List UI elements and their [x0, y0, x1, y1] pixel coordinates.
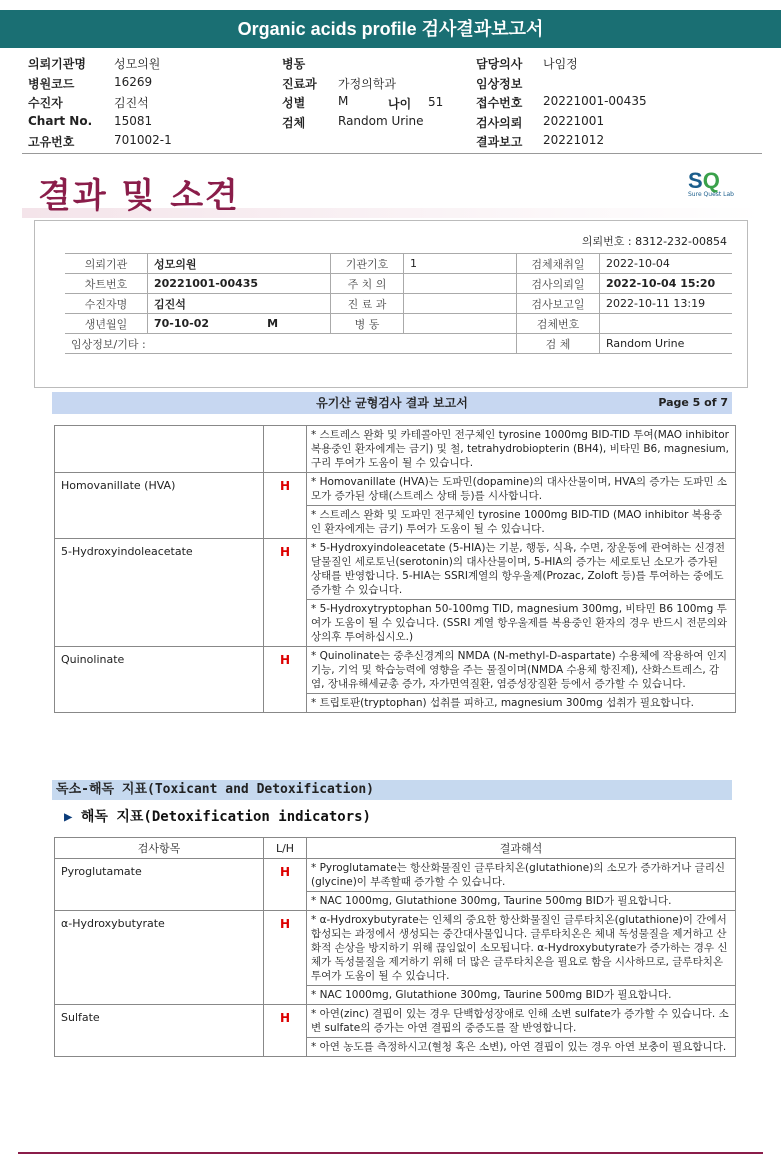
- info-value: 2022-10-11 13:19: [600, 294, 733, 314]
- test-item-name: [55, 426, 264, 473]
- header-value: 16269: [114, 74, 153, 89]
- header-value: 가정의학과: [338, 76, 396, 91]
- info-row: [65, 254, 732, 274]
- logo-subtext: Sure Quest Lab: [688, 191, 734, 198]
- table-row: [55, 1005, 736, 1057]
- header-value: 20221001: [543, 113, 605, 128]
- header-label: 결과보고: [476, 135, 523, 149]
- report-title-banner: [0, 10, 781, 48]
- info-key: 검체번호: [517, 314, 600, 334]
- lab-logo: [688, 168, 748, 208]
- header-value: 20221012: [543, 133, 605, 147]
- header-label: 성별: [282, 96, 306, 110]
- info-row: [65, 274, 732, 294]
- interpretation-paragraph: * 아연(zinc) 결핍이 있는 경우 단백합성장애로 인해 소변 sulfate가 증가할 수 있습니다. 소변 sulfate의 증가는 아연 결핍의 중증도를 잘 반영합니다.: [307, 1005, 735, 1038]
- table-row: [55, 859, 736, 911]
- test-item-name: 5-Hydroxyindoleacetate: [55, 539, 264, 647]
- interpretation-paragraph: * 아연 농도를 측정하시고(혈청 혹은 소변), 아연 결핍이 있는 경우 아연 보충이 필요합니다.: [311, 1041, 727, 1053]
- interpretation-paragraph: * Pyroglutamate는 항산화물질인 글루타치온(glutathione)의 소모가 증가하거나 글리신(glycine)이 부족할때 증가할 수 있습니다.: [307, 859, 735, 892]
- level-flag: H: [264, 911, 307, 1005]
- level-flag: H: [264, 1005, 307, 1057]
- interpretation-paragraph: * NAC 1000mg, Glutathione 300mg, Taurine 500mg BID가 필요합니다.: [311, 989, 672, 1001]
- info-value: [404, 294, 517, 314]
- info-key: 생년월일: [65, 314, 148, 334]
- level-flag: H: [264, 473, 307, 539]
- interpretation-paragraph: * NAC 1000mg, Glutathione 300mg, Taurine 500mg BID가 필요합니다.: [311, 895, 672, 907]
- footer-rule: [18, 1152, 763, 1154]
- header-label: 검사의뢰: [476, 115, 523, 130]
- header-label: 진료과: [282, 76, 317, 91]
- header-label: 검체: [282, 115, 306, 130]
- info-row: [65, 334, 732, 354]
- table-row: [55, 426, 736, 473]
- age-value: 51: [428, 95, 444, 109]
- info-value: 20221001-00435: [148, 274, 331, 294]
- table-header-row: [55, 838, 736, 859]
- info-key: 검사의뢰일: [517, 274, 600, 294]
- info-value: 성모의원: [148, 254, 331, 274]
- header-label: 수진자: [28, 96, 63, 110]
- sex: M: [267, 317, 279, 330]
- detox-title-text: 해독 지표(Detoxification indicators): [80, 809, 371, 825]
- info-key: 수진자명: [65, 294, 148, 314]
- header-label: 병원코드: [28, 76, 75, 91]
- info-key: 의뢰기관: [65, 254, 148, 274]
- level-flag: [264, 426, 307, 473]
- logo-q: Q: [702, 168, 720, 193]
- info-key: 차트번호: [65, 274, 148, 294]
- results-table-2: [54, 837, 736, 1057]
- interpretation-cell: [307, 1005, 736, 1057]
- detox-section-title: [64, 806, 371, 826]
- header-label: 접수번호: [476, 96, 523, 110]
- info-key: 검 체: [517, 334, 600, 354]
- level-flag: H: [264, 647, 307, 713]
- table-row: [55, 911, 736, 1005]
- table-row: [55, 473, 736, 539]
- header-label: 담당의사: [476, 57, 523, 71]
- clinical-info-label: 임상정보/기타 :: [65, 334, 517, 354]
- interpretation-cell: [307, 859, 736, 911]
- info-value: 1: [404, 254, 517, 274]
- test-item-name: Homovanillate (HVA): [55, 473, 264, 539]
- header-divider: [22, 153, 762, 154]
- header-value: 701002-1: [114, 133, 172, 147]
- info-value: 2022-10-04: [600, 254, 733, 274]
- header-value: Random Urine: [338, 113, 424, 128]
- info-key: 검체채취일: [517, 254, 600, 274]
- interpretation-paragraph: * α-Hydroxybutyrate는 인체의 중요한 항산화물질인 글루타치온(glutathione)이 간에서 합성되는 과정에서 생성되는 중간대사물입니다. 글루타치온은 체내 독성물질을 제거하고 산화적 손상을 방지하기 위해 끊임없이 소모됩니다. α-Hydroxybutyrate가 증가하는 경우 신체가 독성물질을 제거하기 위해 더 많은 글루타치온을 필요로 함을 시사하므로, 글루타치온 투여가 도움이 될 수 있습니다.: [307, 911, 735, 986]
- request-number-value: 8312-232-00854: [635, 235, 727, 248]
- header-value: 성모의원: [114, 57, 161, 71]
- column-header: L/H: [264, 838, 307, 859]
- interpretation-paragraph: * 5-Hydroxytryptophan 50-100mg TID, magnesium 300mg, 비타민 B6 100mg 투여가 도움이 될 수 있습니다. (SSRI 계열 항우울제를 복용중인 환자의 경우 반드시 전문의와 상의후 투여하십시오.): [311, 603, 728, 643]
- header-value: 15081: [114, 113, 153, 128]
- interpretation-paragraph: * Homovanillate (HVA)는 도파민(dopamine)의 대사산물이며, HVA의 증가는 도파민 소모가 증가된 상태(스트레스 상태 등)를 시사합니다.: [307, 473, 735, 506]
- info-value: [404, 314, 517, 334]
- info-value: [148, 314, 331, 334]
- info-value: [404, 274, 517, 294]
- header-value: 20221001-00435: [543, 94, 647, 108]
- header-label: 임상정보: [476, 76, 523, 91]
- info-row: [65, 294, 732, 314]
- interpretation-paragraph: * Quinolinate는 중추신경계의 NMDA (N-methyl-D-aspartate) 수용체에 작용하여 인지기능, 기억 및 학습능력에 영향을 주는 물질이며(NMDA 수용체 항진제), 산화스트레스, 감염, 장내유해세균총 증가, 자가면역질환, 염증성장질환 등에서 증가할 수 있습니다.: [307, 647, 735, 694]
- subheader-title: 유기산 균형검사 결과 보고서: [316, 396, 468, 410]
- info-value: 2022-10-04 15:20: [600, 274, 733, 294]
- header-value: M: [338, 94, 349, 108]
- age-label: 나이: [388, 97, 412, 111]
- section-subheader: [52, 392, 732, 414]
- info-value: [600, 314, 733, 334]
- report-title: Organic acids profile 검사결과보고서: [237, 19, 544, 39]
- logo-s: S: [688, 168, 703, 193]
- interpretation-cell: [307, 539, 736, 647]
- interpretation-cell: [307, 647, 736, 713]
- toxicant-section-title: 독소-해독 지표(Toxicant and Detoxification): [52, 780, 732, 800]
- column-header: 검사항목: [55, 838, 264, 859]
- header-label: 병동: [282, 57, 306, 71]
- info-key: 기관기호: [331, 254, 404, 274]
- patient-info-table: [65, 253, 732, 354]
- header-label: 의뢰기관명: [28, 57, 86, 71]
- patient-info-box: [34, 220, 748, 388]
- interpretation-cell: [307, 426, 736, 473]
- results-table-1: [54, 425, 736, 713]
- page-indicator: Page 5 of 7: [658, 396, 728, 409]
- triangle-right-icon: ▶: [64, 809, 73, 825]
- table-row: [55, 647, 736, 713]
- results-title: 결과 및 소견: [38, 176, 240, 216]
- interpretation-paragraph: * 트립토판(tryptophan) 섭취를 피하고, magnesium 300mg 섭취가 필요합니다.: [311, 697, 694, 709]
- column-header: 결과해석: [307, 838, 736, 859]
- info-key: 병 동: [331, 314, 404, 334]
- test-item-name: Quinolinate: [55, 647, 264, 713]
- level-flag: H: [264, 859, 307, 911]
- birthdate: 70-10-02: [154, 317, 210, 330]
- info-key: 진 료 과: [331, 294, 404, 314]
- info-value: 김진석: [148, 294, 331, 314]
- info-key: 주 치 의: [331, 274, 404, 294]
- table-row: [55, 539, 736, 647]
- interpretation-paragraph: * 스트레스 완화 및 도파민 전구체인 tyrosine 1000mg BID-TID (MAO inhibitor 복용중인 환자에게는 금기) 투여가 도움이 될 수 있습니다.: [311, 509, 723, 535]
- header-value: 나임정: [543, 57, 578, 71]
- interpretation-cell: [307, 473, 736, 539]
- request-number-label: 의뢰번호: [581, 235, 625, 248]
- header-label: 고유번호: [28, 135, 75, 149]
- interpretation-paragraph: * 5-Hydroxyindoleacetate (5-HIA)는 기분, 행동, 식욕, 수면, 장운동에 관여하는 신경전달물질인 세로토닌(serotonin)의 대사산물이며, 5-HIA의 증가는 세로토닌 소모가 증가된 상태를 반영합니다. 5-HIA는 SSRI계열의 항우울제(Prozac, Zoloft 등)를 투여하는 중에도 증가할 수 있습니다.: [307, 539, 735, 600]
- header-label: Chart No.: [28, 113, 93, 128]
- level-flag: H: [264, 539, 307, 647]
- test-item-name: Pyroglutamate: [55, 859, 264, 911]
- interpretation-paragraph: * 스트레스 완화 및 카테콜아민 전구체인 tyrosine 1000mg BID-TID 투여(MAO inhibitor 복용중인 환자에게는 금기) 및 철, tetrahydrobiopterin (BH4), 비타민 B6, magnesium, 구리 투여가 도움이 될 수 있습니다.: [311, 429, 729, 469]
- request-number: 의뢰번호 : 8312-232-00854: [581, 235, 727, 248]
- info-value: Random Urine: [600, 334, 733, 354]
- interpretation-cell: [307, 911, 736, 1005]
- test-item-name: α-Hydroxybutyrate: [55, 911, 264, 1005]
- header-value: 김진석: [114, 96, 149, 110]
- info-key: 검사보고일: [517, 294, 600, 314]
- info-row: [65, 314, 732, 334]
- test-item-name: Sulfate: [55, 1005, 264, 1057]
